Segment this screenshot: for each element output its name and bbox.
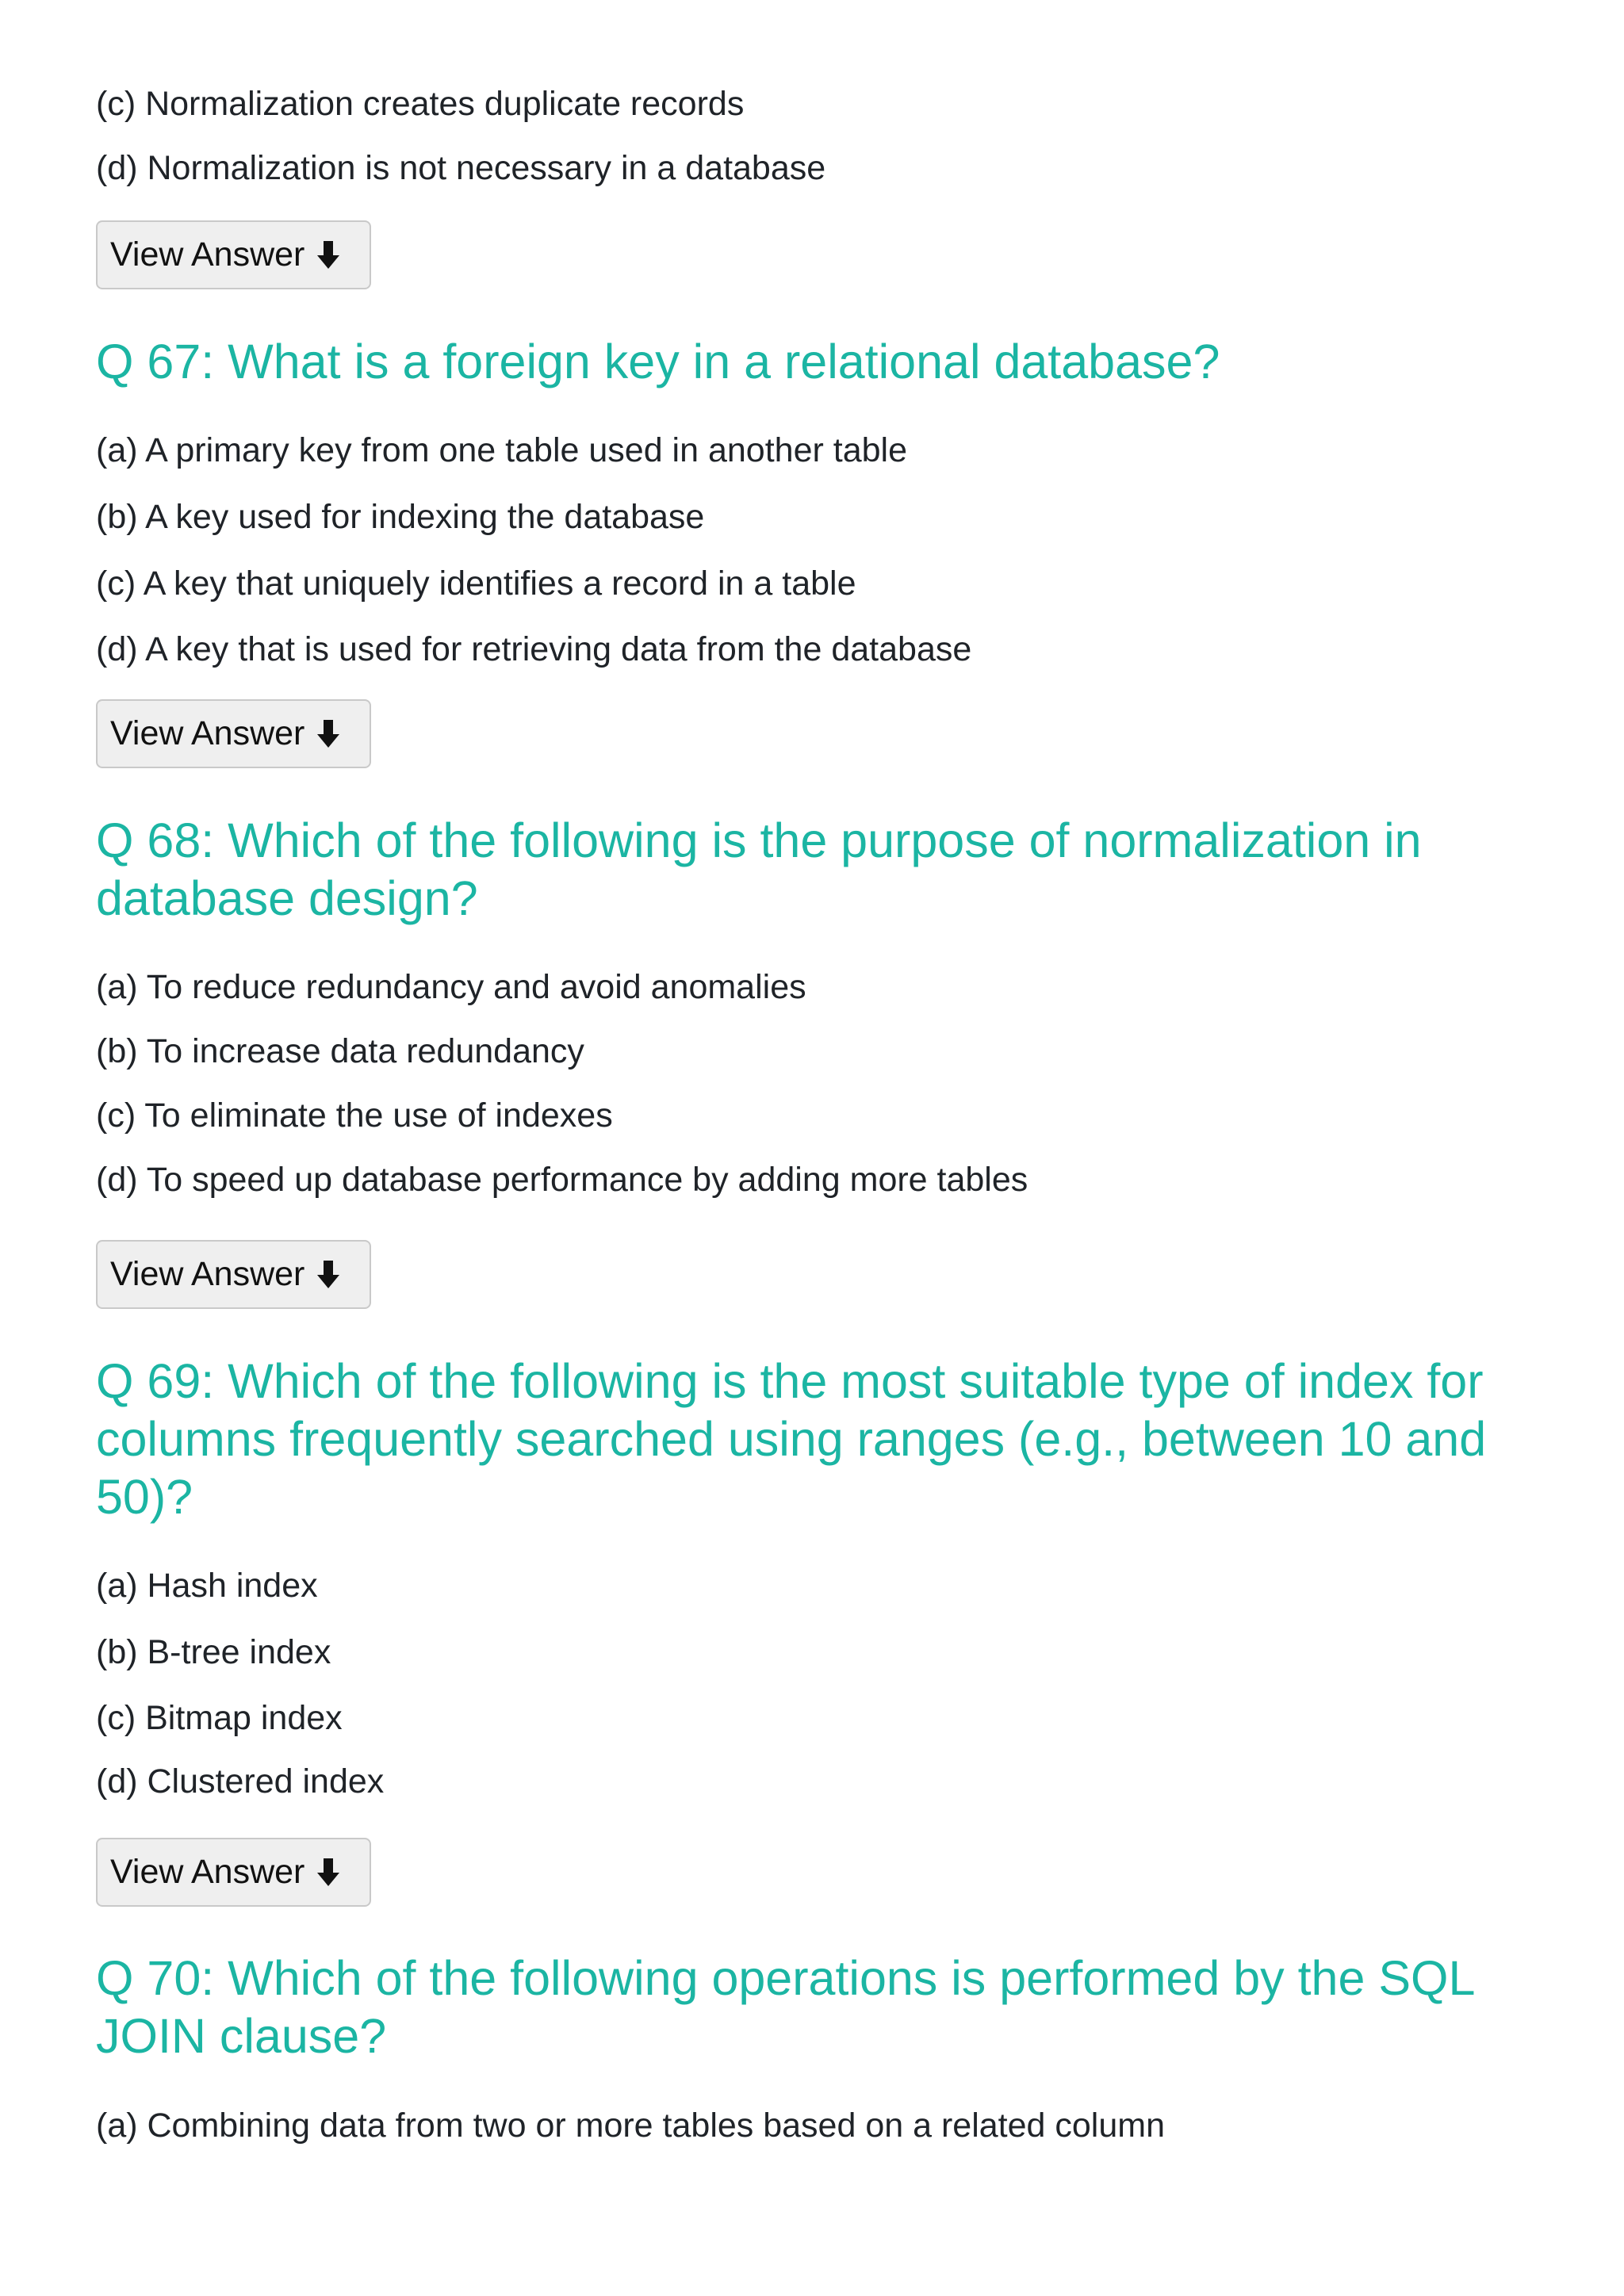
option-a: (a) Hash index: [96, 1567, 318, 1605]
option-a: (a) Combining data from two or more tables based on a related column: [96, 2107, 1166, 2145]
option-d: (d) Normalization is not necessary in a database: [96, 149, 826, 187]
view-answer-label: View Answer: [110, 714, 305, 752]
question-title-line: Q 70: Which of the following operations is performed by the SQL: [96, 1951, 1476, 2005]
option-b: (b) B-tree index: [96, 1633, 331, 1671]
view-answer-button[interactable]: [96, 1240, 371, 1309]
question-title-line: Q 69: Which of the following is the most suitable type of index for: [96, 1354, 1484, 1408]
arrow-down-icon: [316, 1259, 341, 1291]
question-title: Q 67: What is a foreign key in a relational database?: [96, 335, 1220, 388]
question-title-line: 50)?: [96, 1470, 193, 1524]
question-title: [96, 1353, 1539, 1526]
option-c: (c) To eliminate the use of indexes: [96, 1096, 613, 1135]
question-title-line: JOIN clause?: [96, 2009, 387, 2063]
view-answer-button[interactable]: [96, 1838, 371, 1907]
view-answer-label: View Answer: [110, 1853, 305, 1891]
view-answer-button[interactable]: [96, 220, 371, 289]
question-title: [96, 812, 1539, 928]
option-d: (d) Clustered index: [96, 1762, 385, 1800]
view-answer-label: View Answer: [110, 1255, 305, 1293]
question-title-line: Q 68: Which of the following is the purpose of normalization in: [96, 813, 1422, 867]
arrow-down-icon: [316, 1857, 341, 1888]
option-b: (b) A key used for indexing the database: [96, 498, 705, 536]
option-a: (a) To reduce redundancy and avoid anomalies: [96, 968, 806, 1006]
arrow-down-icon: [316, 718, 341, 750]
view-answer-button[interactable]: [96, 699, 371, 768]
question-title-line: database design?: [96, 871, 478, 925]
arrow-down-icon: [316, 239, 341, 271]
option-c: (c) A key that uniquely identifies a record in a table: [96, 564, 856, 603]
option-a: (a) A primary key from one table used in another table: [96, 431, 907, 469]
option-c: (c) Bitmap index: [96, 1699, 343, 1737]
option-d: (d) To speed up database performance by adding more tables: [96, 1161, 1028, 1199]
option-d: (d) A key that is used for retrieving data from the database: [96, 630, 972, 668]
option-c: (c) Normalization creates duplicate records: [96, 85, 745, 123]
option-b: (b) To increase data redundancy: [96, 1032, 584, 1070]
question-title-line: columns frequently searched using ranges (e.g., between 10 and: [96, 1412, 1487, 1466]
view-answer-label: View Answer: [110, 235, 305, 274]
question-title: [96, 1950, 1539, 2065]
